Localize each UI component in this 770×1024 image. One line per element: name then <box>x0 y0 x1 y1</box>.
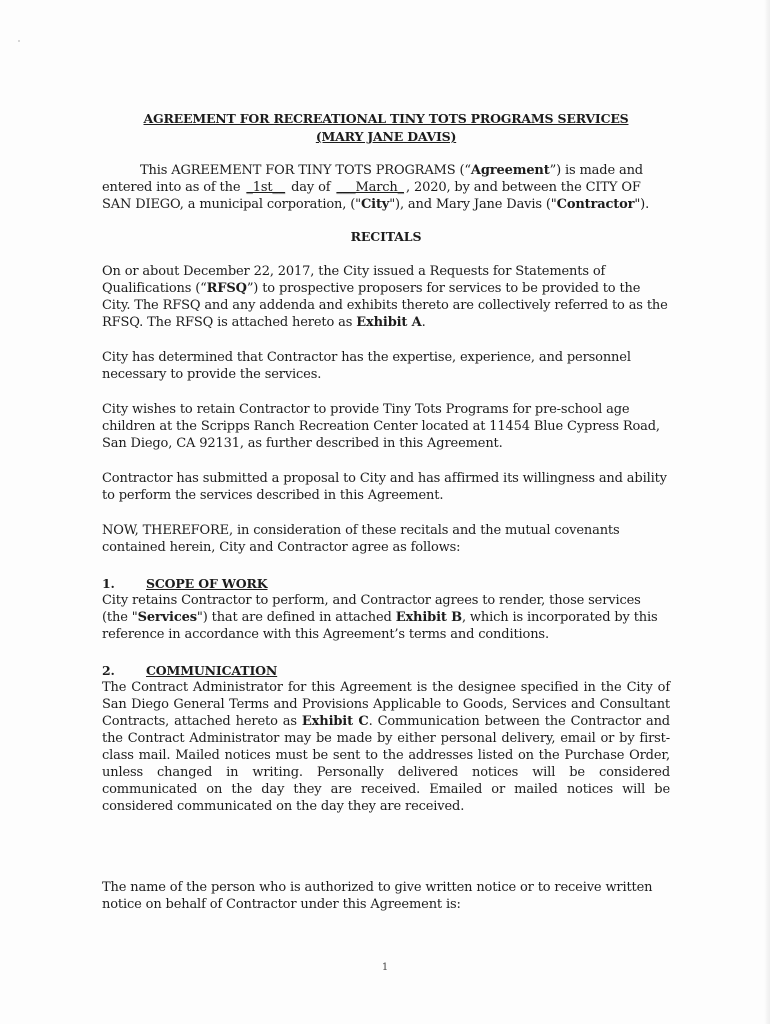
intro-city-term: City <box>360 197 390 212</box>
page-edge-shadow <box>764 0 770 1024</box>
section-2-text-b: . Communication between the Contractor and the Contract Administrator may be made by either personal delivery, email or by first-class mail. Mailed notices must be sent to the addresses listed on the Purchase Order, unless changed in writing. Personally delivered notices will be considered communicated on the day they are received. Emailed or mailed notices will be considered communicated on the day they are received. <box>102 714 670 814</box>
recital-1-text-b: ”) to prospective proposers for services to be provided to the City. The RFSQ and any addenda and exhibits thereto are collectively referred to as the RFSQ. The RFSQ is attached hereto as <box>102 281 668 330</box>
section-1-heading <box>102 575 670 592</box>
document-title <box>102 110 670 146</box>
recital-3: City wishes to retain Contractor to provide Tiny Tots Programs for pre-school age children at the Scripps Ranch Recreation Center located at 11454 Blue Cypress Road, San Diego, CA 92131, as further described in this Agreement. <box>102 402 660 451</box>
intro-day-blank: _1st__ <box>246 180 286 195</box>
recital-1-rfsq-term: RFSQ <box>206 281 247 296</box>
intro-text-6: "). <box>634 197 650 212</box>
intro-text-2: ”) is made and entered into as of the <box>102 163 643 195</box>
intro-paragraph <box>102 162 670 213</box>
section-1-title: SCOPE OF WORK <box>146 576 268 591</box>
recital-1 <box>102 263 670 331</box>
intro-text-1: This AGREEMENT FOR TINY TOTS PROGRAMS (“ <box>140 163 471 178</box>
section-1-body <box>102 592 670 643</box>
scan-speck <box>18 40 20 42</box>
recitals-heading: RECITALS <box>350 229 422 244</box>
document-body <box>102 110 670 913</box>
section-1-text-c: , which is incorporated by this reference in accordance with this Agreement’s terms and conditions. <box>102 610 658 642</box>
section-1-number: 1. <box>102 576 115 591</box>
section-2-exhibit-c: Exhibit C <box>301 714 369 729</box>
section-1-text-a: City retains Contractor to perform, and Contractor agrees to render, those services (the " <box>102 593 641 625</box>
intro-month-blank: ___March_ <box>336 180 404 195</box>
recital-1-text-c: . <box>421 315 426 330</box>
page-number: 1 <box>381 962 389 973</box>
section-1-text-b: ") that are defined in attached <box>196 610 396 625</box>
recital-4: Contractor has submitted a proposal to City and has affirmed its willingness and ability to perform the services described in this Agreement. <box>102 471 667 503</box>
intro-text-3: day of <box>287 180 335 195</box>
intro-agreement-term: Agreement <box>470 163 550 178</box>
section-2-body <box>102 679 670 815</box>
section-2-title: COMMUNICATION <box>146 663 278 678</box>
section-2-text-a: The Contract Administrator for this Agreement is the designee specified in the City of San Diego General Terms and Provisions Applicable to Goods, Services and Consultant Contracts, attached hereto as <box>102 680 670 729</box>
recital-1-text-a: On or about December 22, 2017, the City issued a Requests for Statements of Qualifications (“ <box>102 264 606 296</box>
intro-text-4: , 2020, by and between the CITY OF SAN DIEGO, a municipal corporation, (" <box>102 180 641 212</box>
now-therefore-paragraph: NOW, THEREFORE, in consideration of these recitals and the mutual covenants contained herein, City and Contractor agree as follows: <box>102 523 620 555</box>
section-2-number: 2. <box>102 663 115 678</box>
notice-paragraph: The name of the person who is authorized to give written notice or to receive written notice on behalf of Contractor under this Agreement is: <box>102 880 653 912</box>
title-line-2: (MARY JANE DAVIS) <box>315 129 457 144</box>
section-1-exhibit-b: Exhibit B <box>395 610 462 625</box>
recital-1-exhibit-a: Exhibit A <box>356 315 422 330</box>
intro-contractor-term: Contractor <box>556 197 635 212</box>
intro-text-5: "), and Mary Jane Davis (" <box>389 197 557 212</box>
recital-2: City has determined that Contractor has the expertise, experience, and personnel necessary to provide the services. <box>102 350 631 382</box>
title-line-1: AGREEMENT FOR RECREATIONAL TINY TOTS PROGRAMS SERVICES <box>143 111 629 126</box>
section-1-services-term: Services <box>137 610 197 625</box>
section-2-heading <box>102 662 670 679</box>
